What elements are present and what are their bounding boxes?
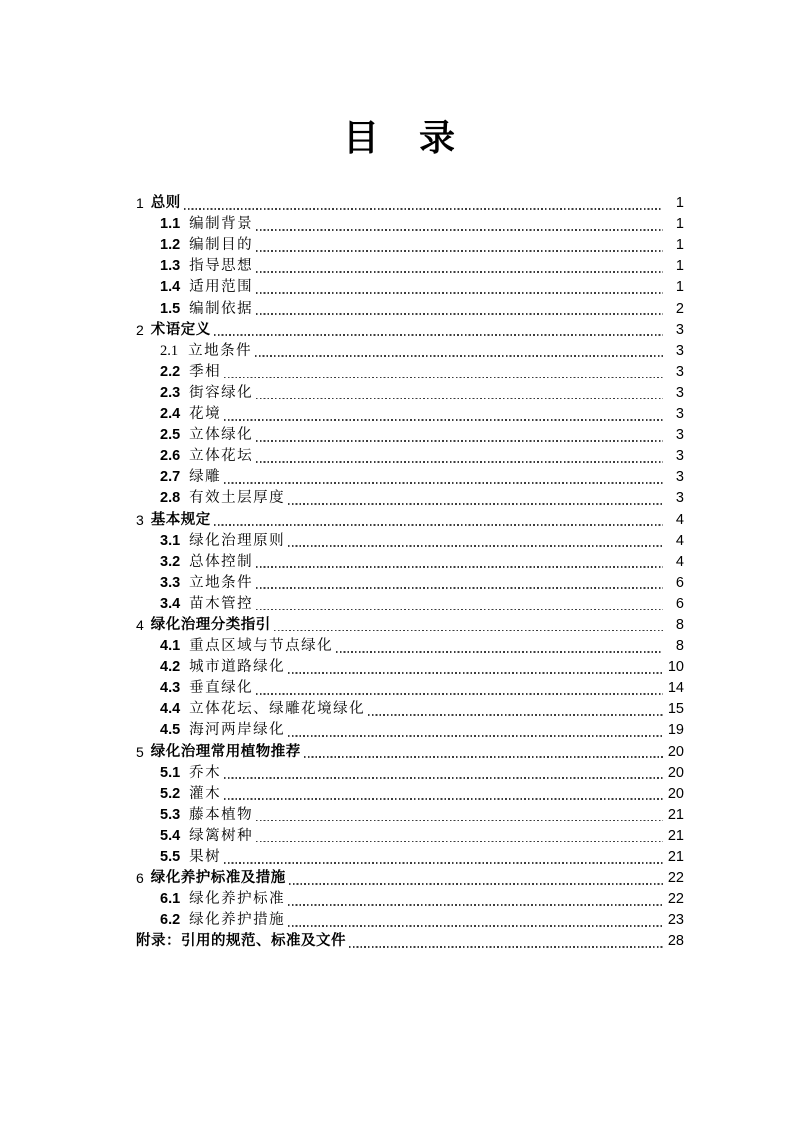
dot-leader bbox=[255, 355, 663, 357]
page-number: 3 bbox=[675, 406, 684, 423]
dot-leader bbox=[368, 714, 663, 716]
entry-title: 花境 bbox=[189, 406, 222, 423]
entry-title: 绿化养护措施 bbox=[189, 912, 286, 929]
page-number: 10 bbox=[667, 659, 684, 676]
entry-number: 6.1 bbox=[160, 891, 181, 908]
entry-number: 4 bbox=[136, 616, 144, 633]
toc-entry bbox=[136, 234, 684, 255]
page-number: 14 bbox=[667, 680, 684, 697]
toc-entry bbox=[136, 719, 684, 740]
toc-entry bbox=[136, 888, 684, 909]
entry-number: 2 bbox=[136, 321, 144, 338]
dot-leader bbox=[224, 419, 663, 421]
toc-entry bbox=[136, 783, 684, 804]
page-number: 3 bbox=[675, 342, 684, 359]
page-number: 6 bbox=[675, 574, 684, 591]
dot-leader bbox=[349, 946, 663, 948]
entry-number: 2.2 bbox=[160, 363, 181, 380]
entry-number: 3.4 bbox=[160, 595, 181, 612]
page-number: 3 bbox=[675, 490, 684, 507]
dot-leader bbox=[256, 820, 663, 822]
toc-title: 目 录 bbox=[342, 118, 457, 158]
entry-title: 立体花坛 bbox=[189, 448, 254, 465]
page-number: 15 bbox=[667, 701, 684, 718]
dot-leader bbox=[214, 524, 663, 526]
dot-leader bbox=[184, 208, 663, 210]
entry-number: 4.1 bbox=[160, 638, 181, 655]
entry-number: 1.5 bbox=[160, 300, 181, 317]
dot-leader bbox=[304, 756, 663, 758]
entry-number: 5.4 bbox=[160, 827, 181, 844]
entry-number: 1.4 bbox=[160, 279, 181, 296]
entry-title: 总则 bbox=[150, 195, 181, 212]
dot-leader bbox=[256, 440, 663, 442]
toc-entry bbox=[136, 762, 684, 783]
page-number: 28 bbox=[667, 933, 684, 950]
page-number: 6 bbox=[675, 595, 684, 612]
dot-leader bbox=[288, 672, 663, 674]
entry-number: 5 bbox=[136, 743, 144, 760]
page-number: 21 bbox=[667, 827, 684, 844]
page-number: 21 bbox=[667, 849, 684, 865]
dot-leader bbox=[214, 334, 663, 336]
entry-title: 绿化治理常用植物推荐 bbox=[150, 743, 301, 760]
entry-title: 术语定义 bbox=[150, 321, 211, 338]
entry-number: 5.3 bbox=[160, 806, 181, 823]
toc-entry bbox=[136, 656, 684, 677]
entry-title: 季相 bbox=[189, 363, 222, 380]
entry-number: 2.3 bbox=[160, 384, 181, 401]
page-number: 19 bbox=[667, 722, 684, 739]
entry-number: 1.1 bbox=[160, 216, 181, 233]
toc-list bbox=[136, 192, 684, 951]
entry-title: 总体控制 bbox=[189, 553, 254, 570]
entry-number: 1 bbox=[136, 195, 144, 212]
toc-entry bbox=[136, 445, 684, 466]
dot-leader bbox=[288, 735, 663, 737]
entry-number: 2.7 bbox=[160, 469, 181, 486]
toc-entry bbox=[136, 930, 684, 951]
dot-leader bbox=[336, 651, 663, 653]
entry-title: 海河两岸绿化 bbox=[189, 722, 286, 739]
page-number: 3 bbox=[675, 363, 684, 380]
entry-title: 绿化养护标准 bbox=[189, 891, 286, 908]
entry-number: 2.5 bbox=[160, 427, 181, 444]
page-number: 8 bbox=[675, 638, 684, 655]
toc-entry bbox=[136, 614, 684, 635]
dot-leader bbox=[288, 545, 663, 547]
page-number: 3 bbox=[675, 427, 684, 444]
entry-title: 立体花坛、绿雕花境绿化 bbox=[189, 701, 366, 718]
toc-entry bbox=[136, 319, 684, 340]
dot-leader bbox=[224, 862, 663, 864]
entry-number: 2.8 bbox=[160, 490, 181, 507]
toc-entry bbox=[136, 340, 684, 361]
entry-title: 立地条件 bbox=[188, 342, 253, 359]
toc-entry bbox=[136, 740, 684, 761]
page-number: 1 bbox=[675, 216, 684, 233]
page-number: 1 bbox=[675, 195, 684, 212]
entry-title: 绿化养护标准及措施 bbox=[150, 870, 286, 887]
toc-entry bbox=[136, 825, 684, 846]
entry-number: 4.4 bbox=[160, 701, 181, 718]
page-number: 1 bbox=[675, 237, 684, 254]
toc-entry bbox=[136, 255, 684, 276]
dot-leader bbox=[224, 798, 663, 800]
toc-entry bbox=[136, 593, 684, 614]
entry-title: 苗木管控 bbox=[189, 595, 254, 612]
page-number: 23 bbox=[667, 912, 684, 929]
entry-number: 3.2 bbox=[160, 553, 181, 570]
entry-title: 果树 bbox=[189, 849, 222, 865]
page-number: 22 bbox=[667, 891, 684, 908]
page-number: 4 bbox=[675, 511, 684, 528]
toc-entry bbox=[136, 382, 684, 403]
entry-title: 重点区域与节点绿化 bbox=[189, 638, 334, 655]
toc-entry bbox=[136, 466, 684, 487]
toc-entry bbox=[136, 909, 684, 930]
entry-title: 编制背景 bbox=[189, 216, 254, 233]
entry-title: 附录：引用的规范、标准及文件 bbox=[136, 933, 346, 950]
toc-entry bbox=[136, 677, 684, 698]
entry-number: 3.1 bbox=[160, 532, 181, 549]
page-number: 4 bbox=[675, 553, 684, 570]
dot-leader bbox=[256, 271, 663, 273]
entry-title: 绿化治理原则 bbox=[189, 532, 286, 549]
toc-entry bbox=[136, 276, 684, 297]
page-number: 3 bbox=[675, 469, 684, 486]
entry-number: 4.3 bbox=[160, 680, 181, 697]
entry-number: 4.2 bbox=[160, 659, 181, 676]
page-number: 3 bbox=[675, 384, 684, 401]
toc-entry bbox=[136, 867, 684, 888]
toc-entry bbox=[136, 572, 684, 593]
toc-entry bbox=[136, 213, 684, 234]
entry-title: 编制目的 bbox=[189, 237, 254, 254]
entry-title: 指导思想 bbox=[189, 258, 254, 275]
entry-title: 乔木 bbox=[189, 764, 222, 781]
page-number: 1 bbox=[675, 258, 684, 275]
toc-entry bbox=[136, 424, 684, 445]
toc-entry bbox=[136, 297, 684, 318]
toc-entry bbox=[136, 361, 684, 382]
toc-entry bbox=[136, 530, 684, 551]
dot-leader bbox=[224, 777, 663, 779]
entry-title: 立体绿化 bbox=[189, 427, 254, 444]
dot-leader bbox=[256, 587, 663, 589]
entry-title: 藤本植物 bbox=[189, 806, 254, 823]
entry-number: 2.6 bbox=[160, 448, 181, 465]
dot-leader bbox=[224, 482, 663, 484]
entry-number: 6.2 bbox=[160, 912, 181, 929]
dot-leader bbox=[289, 883, 663, 885]
page-number: 21 bbox=[667, 806, 684, 823]
page-number: 4 bbox=[675, 532, 684, 549]
entry-number: 2.1 bbox=[160, 342, 179, 359]
dot-leader bbox=[256, 461, 663, 463]
entry-title: 立地条件 bbox=[189, 574, 254, 591]
toc-entry bbox=[136, 487, 684, 508]
page-number: 3 bbox=[675, 448, 684, 465]
dot-leader bbox=[256, 292, 663, 294]
entry-number: 3.3 bbox=[160, 574, 181, 591]
dot-leader bbox=[224, 377, 663, 379]
page-number: 1 bbox=[675, 279, 684, 296]
dot-leader bbox=[274, 630, 663, 632]
entry-number: 6 bbox=[136, 870, 144, 887]
page-number: 20 bbox=[667, 764, 684, 781]
entry-number: 1.2 bbox=[160, 237, 181, 254]
page-number: 3 bbox=[675, 321, 684, 338]
entry-number: 3 bbox=[136, 511, 144, 528]
page-number: 20 bbox=[667, 785, 684, 802]
entry-number: 4.5 bbox=[160, 722, 181, 739]
entry-title: 基本规定 bbox=[150, 511, 211, 528]
dot-leader bbox=[256, 841, 663, 843]
entry-title: 城市道路绿化 bbox=[189, 659, 286, 676]
entry-title: 绿化治理分类指引 bbox=[150, 616, 271, 633]
entry-number: 5.5 bbox=[160, 849, 181, 865]
dot-leader bbox=[256, 566, 663, 568]
dot-leader bbox=[256, 609, 663, 611]
page-number: 22 bbox=[667, 870, 684, 887]
entry-title: 垂直绿化 bbox=[189, 680, 254, 697]
toc-entry bbox=[136, 846, 684, 867]
toc-entry bbox=[136, 698, 684, 719]
dot-leader bbox=[288, 925, 663, 927]
page-number: 2 bbox=[675, 300, 684, 317]
dot-leader bbox=[256, 250, 663, 252]
toc-entry bbox=[136, 508, 684, 529]
toc-entry bbox=[136, 804, 684, 825]
page-number: 20 bbox=[667, 743, 684, 760]
dot-leader bbox=[256, 313, 663, 315]
dot-leader bbox=[256, 229, 663, 231]
dot-leader bbox=[288, 904, 663, 906]
dot-leader bbox=[256, 398, 663, 400]
toc-entry bbox=[136, 551, 684, 572]
entry-title: 绿雕 bbox=[189, 469, 222, 486]
entry-title: 编制依据 bbox=[189, 300, 254, 317]
page-number: 8 bbox=[675, 616, 684, 633]
entry-title: 绿篱树种 bbox=[189, 827, 254, 844]
entry-title: 适用范围 bbox=[189, 279, 254, 296]
entry-title: 灌木 bbox=[189, 785, 222, 802]
toc-entry bbox=[136, 192, 684, 213]
entry-number: 2.4 bbox=[160, 406, 181, 423]
dot-leader bbox=[256, 693, 663, 695]
entry-number: 5.2 bbox=[160, 785, 181, 802]
entry-number: 5.1 bbox=[160, 764, 181, 781]
entry-title: 有效土层厚度 bbox=[189, 490, 286, 507]
toc-entry bbox=[136, 403, 684, 424]
entry-number: 1.3 bbox=[160, 258, 181, 275]
entry-title: 街容绿化 bbox=[189, 384, 254, 401]
dot-leader bbox=[288, 503, 663, 505]
toc-entry bbox=[136, 635, 684, 656]
